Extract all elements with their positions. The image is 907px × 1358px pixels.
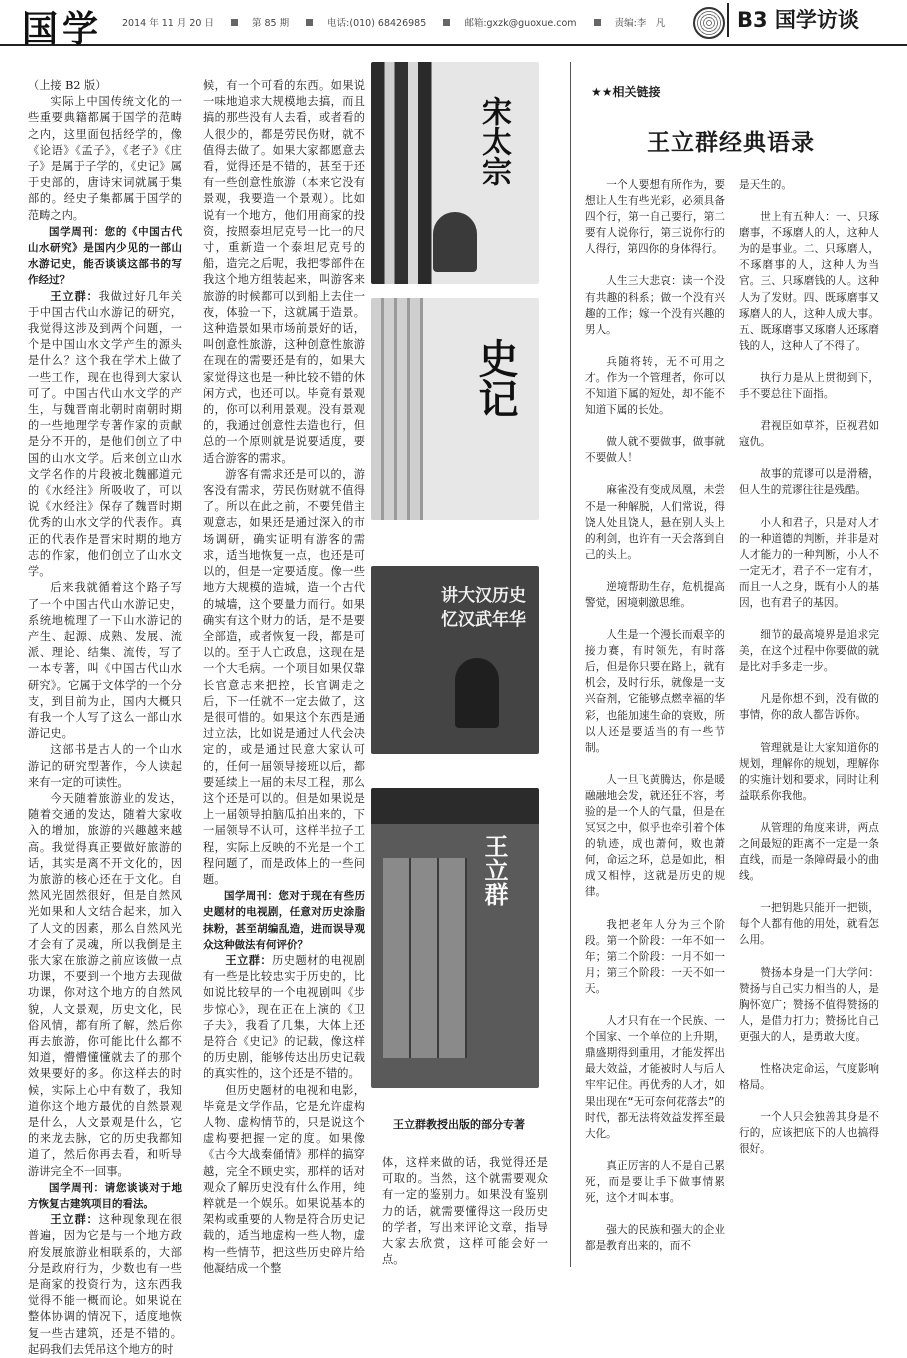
book-cover-image bbox=[371, 62, 539, 284]
question: 国学周刊：您对于现在有些历史题材的电视剧，任意对历史涂脂抹粉，甚至胡编乱造，进而误导观众这种做法有何评价？ bbox=[203, 890, 365, 951]
email: 邮箱:gxzk@guoxue.com bbox=[464, 18, 577, 29]
editor-icon bbox=[594, 19, 601, 26]
speaker: 王立群： bbox=[50, 289, 99, 303]
quote-item: 麻雀没有变成凤凰，未尝不是一种解脱，人们常说，得饶人处且饶人，悬在别人头上的利剑，也许有一天会落到自己的头上。 bbox=[585, 484, 725, 561]
quote-item: 一把钥匙只能开一把锁，每个人都有他的用处，就看怎么用。 bbox=[739, 902, 879, 947]
editor: 责编:李 凡 bbox=[614, 18, 666, 29]
quote-item: 君视臣如草芥，臣视君如寇仇。 bbox=[739, 420, 879, 449]
phone: 电话:(010) 68426985 bbox=[327, 18, 427, 29]
paragraph: 候，有一个可看的东西。如果说一味地追求大规模地去搞，而且搞的那些没有人去看，或者看的人很少的，都是劳民伤财，就不值得去做了。如果大家都愿意去看，觉得还是不错的，甚至于还有一些创意性旅游（本来它没有景观，我要造一个景观）。比如说有一个地方，他们用商家的投资，按照泰坦尼克号一比一的尺寸，重新造一个泰坦尼克号的船，造完之后呢，我把零部件在我这个地方组装起来，叫游客来旅游的时候都可以到船上去住一夜，体验一下，这就属于造景。这种造景如果市场前景好的话，叫创意性旅游，这种创意性旅游在现在的需要还是有的，如果大家觉得这也是一种比较不错的休闲方式，也还可以。毕竟有景观的，你可以利用景观。没有景观的，我通过创意性去造也行，但总的一个原则就是说要适度，要适合游客的需求。 bbox=[203, 79, 365, 465]
quote-item: 我把老年人分为三个阶段。第一个阶段：一年不如一年；第二个阶段：一月不如一月；第三个阶段：一天不如一天。 bbox=[585, 918, 725, 995]
quote-item: 管理就是让大家知道你的规划，理解你的规划，理解你的实施计划和要求，同时让利益联系你我他。 bbox=[739, 741, 879, 802]
book-title: 讲大汉历史 忆汉武年华 bbox=[441, 586, 526, 630]
page-section-title: B3 国学访谈 bbox=[727, 3, 859, 37]
quote-item: 做人就不要做事，做事就不要做人！ bbox=[585, 436, 725, 465]
book-cover-image bbox=[371, 298, 539, 520]
quote-item: 赞扬本身是一门大学问：赞扬与自己实力相当的人，是胸怀宽广；赞扬不值得赞扬的人，是借力打力；赞扬比自己更强大的人，是勇敢大度。 bbox=[739, 966, 879, 1043]
speaker: 王立群： bbox=[225, 953, 273, 967]
quote-item: 从管理的角度来讲，两点之间最短的距离不一定是一条直线，而是一条障碍最小的曲线。 bbox=[739, 821, 879, 883]
author-portrait-image bbox=[455, 658, 499, 728]
quote-item: 人才只有在一个民族、一个国家、一个单位的上升期，鼎盛期得到重用，才能发挥出最大效益，才能被时人与后人牢牢记住。再优秀的人才，如果出现在“无可奈何花落去”的时代，都无法将效益发挥至最大化。 bbox=[585, 1015, 725, 1140]
question: 国学周刊：您的《中国古代山水研究》是国内少见的一部山水游记史，能否谈谈这部书的写作经过？ bbox=[28, 225, 182, 287]
quote-item: 人生三大悲哀：读一个没有共趣的科系；做一个没有兴趣的工作；嫁一个没有兴趣的男人。 bbox=[585, 275, 725, 336]
book-cover-image bbox=[371, 566, 539, 754]
answer bbox=[28, 289, 182, 581]
issue-date: 2014 年 11 月 20 日 bbox=[122, 18, 214, 29]
quote-item: 世上有五种人：一、只琢磨事，不琢磨人的人，这种人为的是事业。二、只琢磨人，不琢磨事的人，这种人为当官。三、只琢磨钱的人。这种人为了发财。四、既琢磨事又琢磨人的人，这种人成大事。五、既琢磨事又琢磨人还琢磨钱的人，这种人了不得了。 bbox=[739, 211, 879, 352]
article-column-3 bbox=[382, 1155, 548, 1268]
question: 国学周刊：请您谈谈对于地方恢复古建筑项目的看法。 bbox=[28, 1181, 182, 1211]
quotes-column-1 bbox=[585, 177, 725, 1270]
quotes-title: 王立群经典语录 bbox=[647, 129, 815, 156]
answer bbox=[28, 1212, 182, 1358]
image-caption: 王立群教授出版的部分专著 bbox=[393, 1118, 525, 1131]
article-column-1 bbox=[28, 78, 182, 1358]
paragraph: 体，这样来做的话，我觉得还是可取的。当然，这个就需要观众有一定的鉴别力。如果没有鉴别力的话，就需要懂得这一段历史的学者，写出来评论文章，指导大家去欣赏，这样可能会好一点。 bbox=[382, 1156, 548, 1267]
book-cover-image bbox=[371, 788, 539, 1088]
dvd-boxes-image bbox=[383, 858, 467, 1058]
book-title: 史记 bbox=[472, 338, 519, 418]
answer bbox=[203, 953, 365, 1083]
paragraph: 后来我就循着这个路子写了一个中国古代山水游记史，系统地梳理了一下山水游记的产生、起源、成熟、发展、流派、理论、结集、流传，写了一本专著，叫《中国古代山水研究》。它属于文体学的一个分支，到目前为止，国内大概只有我一个人写了这么一部山水游记史。 bbox=[28, 581, 182, 741]
quote-item: 性格决定命运，气度影响格局。 bbox=[739, 1063, 879, 1092]
book-spines-image bbox=[371, 298, 423, 520]
quote-item: 是天生的。 bbox=[739, 179, 792, 191]
issue-number: 第 85 期 bbox=[251, 18, 290, 29]
paragraph: 这部书是古人的一个山水游记的研究型著作，今人读起来有一定的可读性。 bbox=[28, 743, 182, 789]
quote-item: 细节的最高境界是追求完美，在这个过程中你要做的就是比对手多走一步。 bbox=[739, 629, 879, 674]
newspaper-logo: 国学 bbox=[22, 8, 103, 50]
paragraph: 但历史题材的电视和电影，毕竟是文学作品，它是允许虚构人物、虚构情节的，只是说这个虚构要把握一定的度。如果像《古今大战秦俑情》那样的搞穿越，完全不顾史实，那样的话对观众了解历史没有什么作用，纯粹就是一个娱乐。如果说基本的架构或重要的人物是符合历史记载的，适当地虚构一些人物，虚构一些情节，把这些历史碎片给他凝结成一个整 bbox=[203, 1083, 365, 1275]
quotes-column-2 bbox=[739, 177, 879, 1174]
author-portrait-image bbox=[433, 212, 477, 272]
quote-item: 真正厉害的人不是自己累死，而是要让手下做事情累死，这个才叫本事。 bbox=[585, 1159, 725, 1204]
book-title: 王立群 bbox=[480, 834, 509, 906]
quote-item: 强大的民族和强大的企业都是教育出来的，而不 bbox=[585, 1224, 725, 1253]
quote-item: 逆境帮助生存，危机提高警觉，困境刺激思维。 bbox=[585, 580, 725, 609]
masthead bbox=[0, 0, 907, 50]
seal-icon bbox=[693, 7, 725, 39]
quote-item: 人一旦飞黄腾达，你是暖融融地会发，就还狂不容，考验的是一个人的气量，但是在冥冥之中，似乎也牵引着个体的轨迹，成也萧何，败也萧何，命运之环，总是如此，相成又相悖，这就是历史的规律。 bbox=[585, 773, 725, 899]
phone-icon bbox=[306, 19, 313, 26]
book-title: 宋太宗 bbox=[476, 96, 511, 186]
issue-number-icon bbox=[231, 19, 238, 26]
quote-item: 一个人只会独善其身是不行的，应该把底下的人也搞得很好。 bbox=[739, 1111, 879, 1156]
email-icon bbox=[443, 19, 450, 26]
quote-item: 一个人要想有所作为，要想让人生有些光彩，必须具备四个行，第一自己要行，第二要有人说你行，第三说你行的人得行，第四你的身体得行。 bbox=[585, 179, 725, 256]
continued-note: （上接 B2 版） bbox=[28, 79, 107, 92]
quote-item: 凡是你想不到，没有做的事情，你的敌人都告诉你。 bbox=[739, 693, 879, 722]
quote-item: 人生是一个漫长而艰辛的接力赛，有时领先，有时落后，但是你只要在路上，就有机会，及时行乐，就像是一支兴奋剂，它能够点燃幸福的华彩，也能加速生命的衰败，所以人还是要适当的有一些节制。 bbox=[585, 629, 725, 754]
quote-item: 执行力是从上贯彻到下，手不要总往下面指。 bbox=[739, 371, 879, 401]
quote-item: 兵随将转，无不可用之才。作为一个管理者，你可以不知道下属的短处，却不能不知道下属的长处。 bbox=[585, 355, 725, 417]
answer-text: 这种现象现在很普遍，因为它是与一个地方政府发展旅游业相联系的，大部分是政府行为，少数也有一些是商家的投资行为，这东西我觉得不能一概而论。如果说在整体协调的情况下，适度地恢复一些古建筑，还是不错的。起码我们去凭吊这个地方的时 bbox=[28, 1213, 182, 1356]
answer-text: 我做过好几年关于中国古代山水游记的研究，我觉得这涉及到两个问题，一个是中国山水文学产生的源头是什么？这个我在学术上做了一些工作，现在也得到大家认可了。中国古代山水文学的产生，与魏晋南北朝时南朝时期的一些地理学专著作家的贡献是分不开的，是他们创立了中国的山水文学。后来创立山水文学名作的片段被北魏郦道元的《水经注》所吸收了，可以说《水经注》保存了魏晋时期优秀的山水文学的代表作。真正的代表作是晋宋时期的地方志的作家，他们创立了山水文学。 bbox=[28, 289, 182, 579]
article-column-2 bbox=[203, 78, 365, 1277]
answer-text: 历史题材的电视剧有一些是比较忠实于历史的，比如说比较早的一个电视剧叫《步步惊心》，现在正在上演的《卫子夫》，我看了几集，大体上还是符合《史记》的记载，像这样的历史剧，能够传达出历史记载的真实性的，这个还是不错的。 bbox=[203, 953, 365, 1081]
quote-item: 故事的荒谬可以是滑稽，但人生的荒谬往往是残酷。 bbox=[739, 468, 879, 497]
speaker: 王立群： bbox=[50, 1213, 99, 1227]
related-link-label: ★★相关链接 bbox=[591, 85, 661, 99]
paragraph: 今天随着旅游业的发达，随着交通的发达，随着大家收入的增加，旅游的兴趣越来越高。我觉得真正要做好旅游的话，其实是离不开文化的，因为旅游的核心还在于文化。自然风光固然很好，但是自然风光如果和人文结合起来，加入了人文的因素，那么自然风光才会有了灵魂，所以我倒是主张大家在旅游之前应该做一点功课，不要到一个地方去现做功课，你对这个地方的自然风貌，人文景观，历史文化，民俗风情，都有所了解，然后你再去旅游，你可能比什么都不知道，懵懵懂懂就去了的那个效果要好的多。你这样去的时候，实际上心中有数了，我知道你这个地方最优的自然景观是什么，人文景观是什么，它的来龙去脉，它的历史我都知道了，然后你再去看，和听导游讲完全不一回事。 bbox=[28, 791, 182, 1178]
paragraph: 游客有需求还是可以的，游客没有需求，劳民伤财就不值得了。所以在此之前，不要凭借主观意志，如果还是通过深入的市场调研，确实证明有游客的需求，适当地恢复一点，也还是可以的，但是一定要适度。像一些地方大规模的造城，造一个古代的城墙，这个要量力而行。如果确实有这个财力的话，是不是要全部造，或者恢复一段，都是可以的。至于人亡政息，这现在是一个大毛病。一个项目如果仅靠长官意志来把控，长官调走之后，下一任就不一定去做了，这是很可惜的。如果这个东西是通过立法，比如说是通过人代会决定的，或是通过民意大家认可的，任何一届领导接班以后，都要延续上一届的未尽工程，那么这个还是可以的。但是如果说是上一届领导拍脑瓜拍出来的，下一届领导不认可，这样半拉子工程，实际上反映的不光是一个工程问题了，而是政体上的一些问题。 bbox=[203, 467, 365, 886]
paragraph: 实际上中国传统文化的一些重要典籍都属于国学的范畴之内，这里面包括经学的，像《论语》《孟子》，《老子》《庄子》是属于子学的，《史记》属于史部的，唐诗宋词就属于集部的。经史子集都属于国学的范畴之内。 bbox=[28, 95, 182, 222]
quotes-panel bbox=[570, 62, 891, 1267]
quote-item: 小人和君子，只是对人才的一种道德的判断，并非是对人才能力的一种判断，小人不一定无才，君子不一定有才，而且一人之身，既有小人的基因，也有君子的基因。 bbox=[739, 516, 879, 609]
issue-info bbox=[122, 15, 679, 29]
